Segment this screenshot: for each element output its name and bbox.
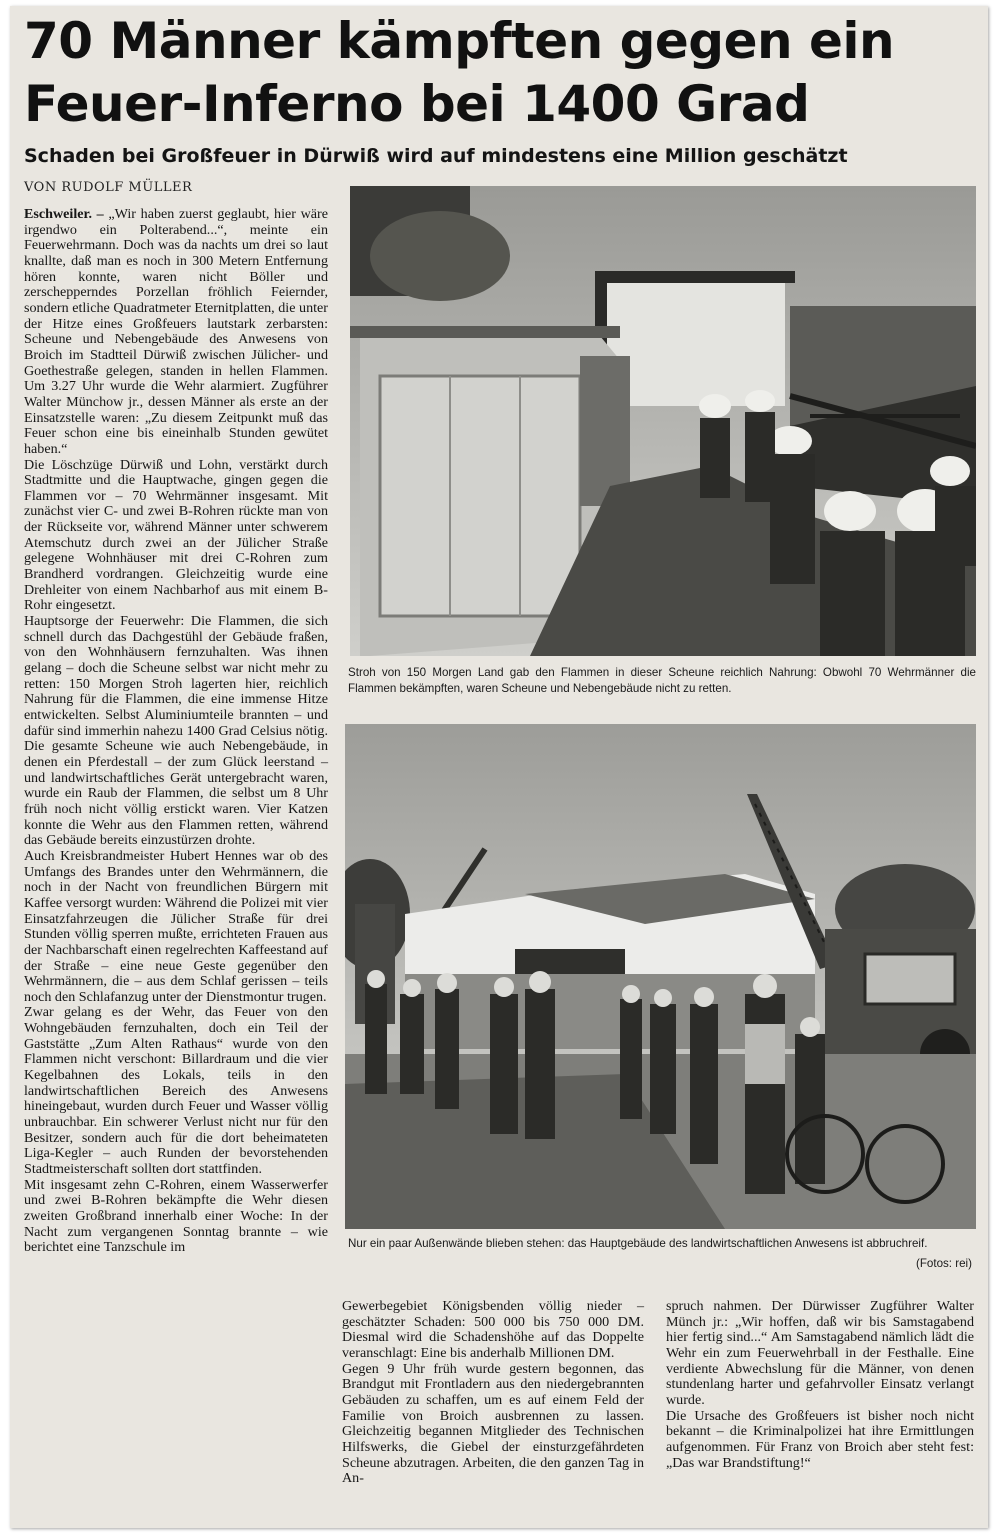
paragraph-7: Gewerbegebiet Königsbenden völlig nieder – geschätzter Schaden: 500 000 bis 750 000 DM. Diesmal wird die Schadenshöhe auf das Doppelte veranschlagt: Eine bis anderhalb Millionen DM.: [342, 1298, 644, 1361]
photo-burned-building-image: [345, 724, 976, 1229]
paragraph-1-text: „Wir haben zuerst geglaubt, hier wäre irgendwo ein Polterabend...“, meinte ein Feuerwehrmann. Doch was da nachts um drei so laut knallte, daß man es noch in 300 Metern Entfernung hören konnte, waren nicht Böller und zerschepperndes Porzellan fröhlich Feiernder, sondern etliche Quadratmeter Eternitplatten, die unter der Hitze eines Großfeuers lautstark zerbarsten: Scheune und Nebengebäude des Anwesens von Broich im Stadtteil Dürwiß zwischen Jülicher- und Goethestraße gelegen, standen in hellen Flammen. Um 3.27 Uhr wurde die Wehr alarmiert. Zugführer Walter Münchow jr., dessen Männer als erste an der Einsatzstelle waren: „Zu diesem Zeitpunkt muß das Feuer schon eine bis eineinhalb Stunden gewütet haben.“: [24, 206, 328, 457]
paragraph-3: Hauptsorge der Feuerwehr: Die Flammen, die sich schnell durch das Dachgestühl der Gebäude fraßen, von den Wohnhäusern fernzuhalten. Was ihnen gelang – doch die Scheune selbst war nicht mehr zu retten: 150 Morgen Stroh lagerten hier, reichlich Nahrung für die Flammen, die eine immense Hitze entwickelten. Selbst Aluminiumteile brannten – und dafür sind immerhin nahezu 1400 Grad Celsius nötig. Die gesamte Scheune wie auch Nebengebäude, in denen ein Pferdestall – der zum Glück leerstand – und landwirtschaftliches Gerät untergebracht waren, wurde ein Raub der Flammen, die selbst um 8 Uhr früh noch nicht völlig erstickt waren. Vier Katzen konnte die Wehr aus den Flammen retten, während das Gebäude bereits einzustürzen drohte.: [24, 613, 328, 849]
photo-credit: (Fotos: rei): [915, 1257, 972, 1270]
paragraph-6: Mit insgesamt zehn C-Rohren, einem Wasserwerfer und zwei B-Rohren bekämpfte die Wehr diesen zweiten Großbrand innerhalb einer Woche: In der Nacht zum vergangenen Sonntag brannte – wie berichtet eine Tanzschule im: [24, 1176, 328, 1256]
photo-2-caption: Nur ein paar Außenwände blieben stehen: das Hauptgebäude des landwirtschaftlichen Anwesens ist abbruchreif.: [348, 1237, 928, 1250]
article-column-2: [342, 1299, 644, 1487]
subheadline: Schaden bei Großfeuer in Dürwiß wird auf mindestens eine Million geschätzt: [24, 145, 848, 167]
headline-line-1: 70 Männer kämpften gegen ein: [24, 12, 895, 70]
photo-1-caption: Stroh von 150 Morgen Land gab den Flammen in dieser Scheune reichlich Nahrung: Obwohl 70 Wehrmänner die Flammen bekämpften, waren Scheune und Nebengebäude nicht zu retten.: [348, 666, 976, 695]
headline: [24, 10, 984, 136]
photo-burned-building: [345, 724, 976, 1229]
paragraph-8: Gegen 9 Uhr früh wurde gestern begonnen, das Brandgut mit Frontladern aus den niedergebrannten Gebäuden zu schaffen, um es auf einem Feld der Familie von Broich ausbrennen zu lassen. Gleichzeitig begannen Mitglieder des Technischen Hilfswerks, die Giebel der einsturzgefährdeten Scheune abzutragen. Arbeiten, die den ganzen Tag in An-: [342, 1360, 644, 1487]
byline: VON RUDOLF MÜLLER: [24, 180, 193, 195]
photo-firefighters-barn-image: [350, 186, 976, 656]
paragraph-10: Die Ursache des Großfeuers ist bisher noch nicht bekannt – die Kriminalpolizei hat ihre Ermittlungen aufgenommen. Für Franz von Broich aber steht fest: „Das war Brandstiftung!“: [666, 1407, 974, 1471]
paragraph-2: Die Löschzüge Dürwiß und Lohn, verstärkt durch Stadtmitte und die Hauptwache, gingen gegen die Flammen vor – 70 Wehrmänner insgesamt. Mit zunächst vier C- und zwei B-Rohren rückte man von der Rückseite vor, während Männer unter schwerem Atemschutz durch zwei an der Jülicher Straße gelegene Wohnhäuser mit drei C-Rohren zum Brandherd vordrangen. Gleichzeitig wurde eine Drehleiter von einem Nachbarhof aus mit einem B-Rohr eingesetzt.: [24, 456, 328, 614]
paragraph-9: spruch nahmen. Der Dürwisser Zugführer Walter Münch jr.: „Wir hoffen, daß wir bis Samstagabend hier fertig sind...“ Am Samstagabend nämlich lädt die Wehr ein zum Feuerwehrball in der Festhalle. Eine verdiente Abwechslung für die Männer, von denen stundenlang harter und gefahrvoller Einsatz verlangt wurde.: [666, 1298, 974, 1408]
dateline: Eschweiler. –: [24, 206, 104, 222]
article-column-1: [24, 207, 328, 1256]
photo-firefighters-barn: [350, 186, 976, 656]
paragraph-5: Zwar gelang es der Wehr, das Feuer von den Wohngebäuden fernzuhalten, doch ein Teil der Gaststätte „Zum Alten Rathaus“ wurde von den Flammen nicht verschont: Billardraum und die vier Kegelbahnen des Lokals, teils in den landwirtschaftlichen Bereich des Anwesens hineingebaut, wurden durch Feuer und Wasser völlig unbrauchbar. Ein schwerer Verlust nicht nur für den Besitzer, sondern auch für die dort beheimateten Liga-Kegler – auch Runden der bevorstehenden Stadtmeisterschaft sollten dort stattfinden.: [24, 1004, 328, 1178]
paragraph-1: [24, 207, 328, 458]
headline-line-2: Feuer-Inferno bei 1400 Grad: [24, 75, 810, 133]
article-column-3: [666, 1299, 974, 1471]
paragraph-4: Auch Kreisbrandmeister Hubert Hennes war ob des Umfangs des Brandes unter den Wehrmännern, die noch in der Nacht von freundlichen Bürgern mit Kaffee versorgt wurden: Während die Polizei mit vier Einsatzfahrzeugen die Jülicher Straße für drei Stunden völlig sperren mußte, errichteten Frauen aus der Nachbarschaft einen regelrechten Kaffeestand auf der Straße – eine neue Geste gegenüber den Wehrmännern, die – aus dem Schlaf gerissen – teils noch den Schlafanzug unter der Dienstmontur trugen.: [24, 847, 328, 1005]
